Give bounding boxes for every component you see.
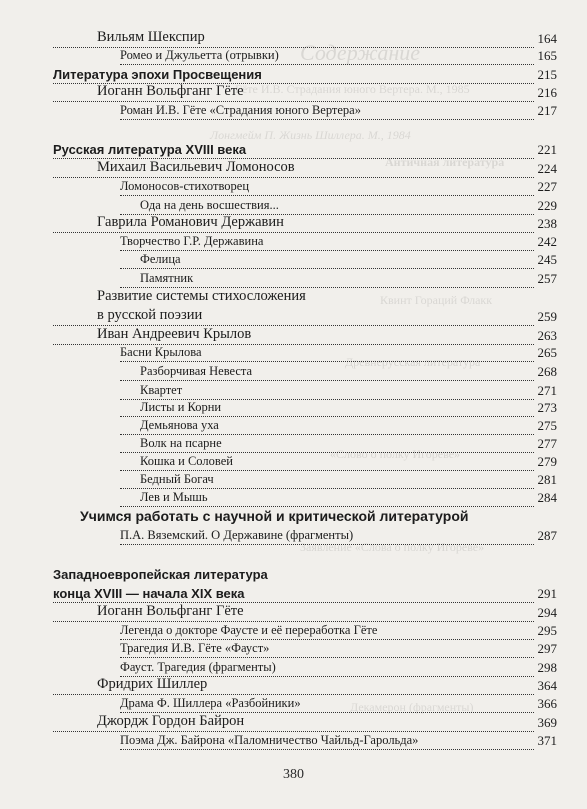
- toc-entry: [0, 453, 587, 471]
- toc-entry-page: 221: [537, 141, 557, 157]
- toc-entry-title: Бедный Богач: [140, 472, 214, 487]
- toc-entry-page: 227: [537, 178, 557, 194]
- show-through-text: Декамерон (фрагменты): [350, 700, 474, 714]
- toc-entry-page: 291: [537, 585, 557, 601]
- toc-entry-title: Иван Андреевич Крылов: [97, 326, 252, 343]
- toc-entry: [0, 197, 587, 215]
- show-through-heading: Содержание: [300, 40, 421, 65]
- dotted-leader: [120, 749, 534, 750]
- toc-entry-page: 371: [537, 732, 557, 748]
- toc-entry-title: Литература эпохи Просвещения: [53, 66, 262, 82]
- toc-entry-page: 295: [537, 622, 557, 638]
- toc-entry: [0, 695, 587, 713]
- toc-entry: [0, 270, 587, 288]
- toc-entry-title: Фауст. Трагедия (фрагменты): [120, 660, 276, 675]
- toc-entry-page: 277: [537, 435, 557, 451]
- toc-entry-page: 216: [537, 84, 557, 100]
- toc-entry-title: Лев и Мышь: [140, 490, 208, 505]
- toc-entry: [0, 527, 587, 545]
- toc-entry: [0, 566, 587, 584]
- toc-entry-title: Ода на день восшествия...: [140, 198, 279, 213]
- toc-entry-title: Фридрих Шиллер: [97, 676, 208, 693]
- toc-entry: [0, 344, 587, 362]
- toc-entry: [0, 640, 587, 658]
- toc-entry-page: 297: [537, 640, 557, 656]
- toc-entry-page: 245: [537, 251, 557, 267]
- show-through-text: Античная литература: [385, 155, 505, 169]
- toc-entry-page: 257: [537, 270, 557, 286]
- toc-entry: [0, 435, 587, 453]
- toc-entry: [0, 102, 587, 120]
- toc-entry-title: Развитие системы стихосложения: [97, 288, 306, 305]
- toc-entry-page: 217: [537, 102, 557, 118]
- toc-entry-title: Иоганн Вольфганг Гёте: [97, 603, 244, 620]
- toc-entry-title: Джордж Гордон Байрон: [97, 713, 245, 730]
- toc-entry-title: Трагедия И.В. Гёте «Фауст»: [120, 641, 270, 656]
- toc-entry-title: Фелица: [140, 252, 181, 267]
- toc-entry-title: Западноевропейская литература: [53, 566, 268, 582]
- toc-entry: [0, 677, 587, 695]
- toc-entry: [0, 160, 587, 178]
- toc-entry: [0, 714, 587, 732]
- toc-entry-page: 284: [537, 489, 557, 505]
- toc-entry: [0, 417, 587, 435]
- toc-entry-title: Вильям Шекспир: [97, 29, 205, 46]
- toc-entry: [0, 141, 587, 159]
- show-through-text: Лонгмейм П. Жизнь Шиллера. М., 1984: [210, 128, 411, 142]
- show-through-text: Заявление «Слова о полку Игореве»: [300, 540, 485, 554]
- toc-entry-title: Разборчивая Невеста: [140, 364, 253, 379]
- toc-entry: [0, 30, 587, 48]
- toc-entry-page: 273: [537, 399, 557, 415]
- toc-entry-title: Иоганн Вольфганг Гёте: [97, 83, 244, 100]
- toc-entry-title: Ромео и Джульетта (отрывки): [120, 48, 279, 63]
- toc-entry-title: Волк на псарне: [140, 436, 222, 451]
- toc-entry-title: П.А. Вяземский. О Державине (фрагменты): [120, 528, 354, 543]
- toc-entry-title: Поэма Дж. Байрона «Паломничество Чайльд-Гарольда»: [120, 733, 419, 748]
- toc-entry-page: 275: [537, 417, 557, 433]
- show-through-text: Квинт Гораций Флакк: [380, 293, 493, 307]
- toc-entry: [0, 399, 587, 417]
- toc-entry-page: 242: [537, 233, 557, 249]
- toc-entry-page: 263: [537, 327, 557, 343]
- toc-entry-page: 369: [537, 714, 557, 730]
- toc-entry: [0, 47, 587, 65]
- toc-entry: [0, 659, 587, 677]
- toc-entry-page: 298: [537, 659, 557, 675]
- toc-entry-page: 229: [537, 197, 557, 213]
- page-number: 380: [283, 767, 304, 782]
- toc-entry: [0, 251, 587, 269]
- toc-entry-title: Квартет: [140, 383, 183, 398]
- toc-entry-title: Михаил Васильевич Ломоносов: [97, 159, 295, 176]
- toc-entry: [0, 604, 587, 622]
- toc-entry-page: 259: [537, 308, 557, 324]
- toc-entry-page: 279: [537, 453, 557, 469]
- dotted-leader: [120, 195, 534, 196]
- toc-entry-title: Ломоносов-стихотворец: [120, 179, 250, 194]
- toc-entry-title: Басни Крылова: [120, 345, 202, 360]
- toc-entry: [0, 66, 587, 84]
- toc-entry-page: 271: [537, 382, 557, 398]
- toc-entry-title: Творчество Г.Р. Державина: [120, 234, 264, 249]
- dotted-leader: [120, 657, 534, 658]
- toc-entry-page: 215: [537, 66, 557, 82]
- toc-entry-page: 366: [537, 695, 557, 711]
- toc-entry-title: Драма Ф. Шиллера «Разбойники»: [120, 696, 301, 711]
- toc-entry-title: Листы и Корни: [140, 400, 222, 415]
- toc-entry-title: Учимся работать с научной и критической литературой: [80, 507, 469, 524]
- dotted-leader: [120, 380, 534, 381]
- toc-entry-title: Легенда о докторе Фаусте и её переработка Гёте: [120, 623, 378, 638]
- dotted-leader: [120, 361, 534, 362]
- toc-entry-page: 294: [537, 604, 557, 620]
- toc-entry-page: 238: [537, 215, 557, 231]
- show-through-text: Гёте И.В. Страдания юного Вертера. М., 1985: [235, 82, 470, 96]
- toc-entry: [0, 471, 587, 489]
- toc-entry-page: 224: [537, 160, 557, 176]
- dotted-leader: [120, 544, 534, 545]
- toc-entry-page: 165: [537, 47, 557, 63]
- toc-entry: [0, 308, 587, 326]
- toc-entry-title: Кошка и Соловей: [140, 454, 233, 469]
- toc-entry: [0, 732, 587, 750]
- toc-entry-title: Роман И.В. Гёте «Страдания юного Вертера»: [120, 103, 361, 118]
- dotted-leader: [120, 506, 534, 507]
- toc-entry: [0, 289, 587, 307]
- toc-entry-title: в русской поэзии: [97, 307, 203, 324]
- toc-entry-title: Памятник: [140, 271, 194, 286]
- toc-entry-page: 287: [537, 527, 557, 543]
- toc-entry: [0, 508, 587, 526]
- toc-entry: [0, 382, 587, 400]
- show-through-text: «Слово о полку Игореве»: [330, 447, 461, 461]
- toc-entry: [0, 585, 587, 603]
- toc-entry-page: 265: [537, 344, 557, 360]
- toc-entry-page: 364: [537, 677, 557, 693]
- toc-entry-page: 281: [537, 471, 557, 487]
- toc-entry-title: конца XVIII — начала XIX века: [53, 585, 245, 601]
- toc-entry: [0, 84, 587, 102]
- toc-entry-page: 268: [537, 363, 557, 379]
- dotted-leader: [120, 64, 534, 65]
- toc-entry: [0, 178, 587, 196]
- dotted-leader: [120, 268, 534, 269]
- toc-entry: [0, 622, 587, 640]
- toc-entry: [0, 233, 587, 251]
- toc-entry-title: Гаврила Романович Державин: [97, 214, 284, 231]
- show-through-text: Древнерусская литература: [345, 355, 481, 369]
- toc-entry: [0, 363, 587, 381]
- toc-entry-title: Демьянова уха: [140, 418, 219, 433]
- dotted-leader: [120, 119, 534, 120]
- toc-entry-title: Русская литература XVIII века: [53, 141, 247, 157]
- toc-entry-page: 164: [537, 30, 557, 46]
- toc-entry: [0, 489, 587, 507]
- toc-entry: [0, 327, 587, 345]
- toc-entry: [0, 215, 587, 233]
